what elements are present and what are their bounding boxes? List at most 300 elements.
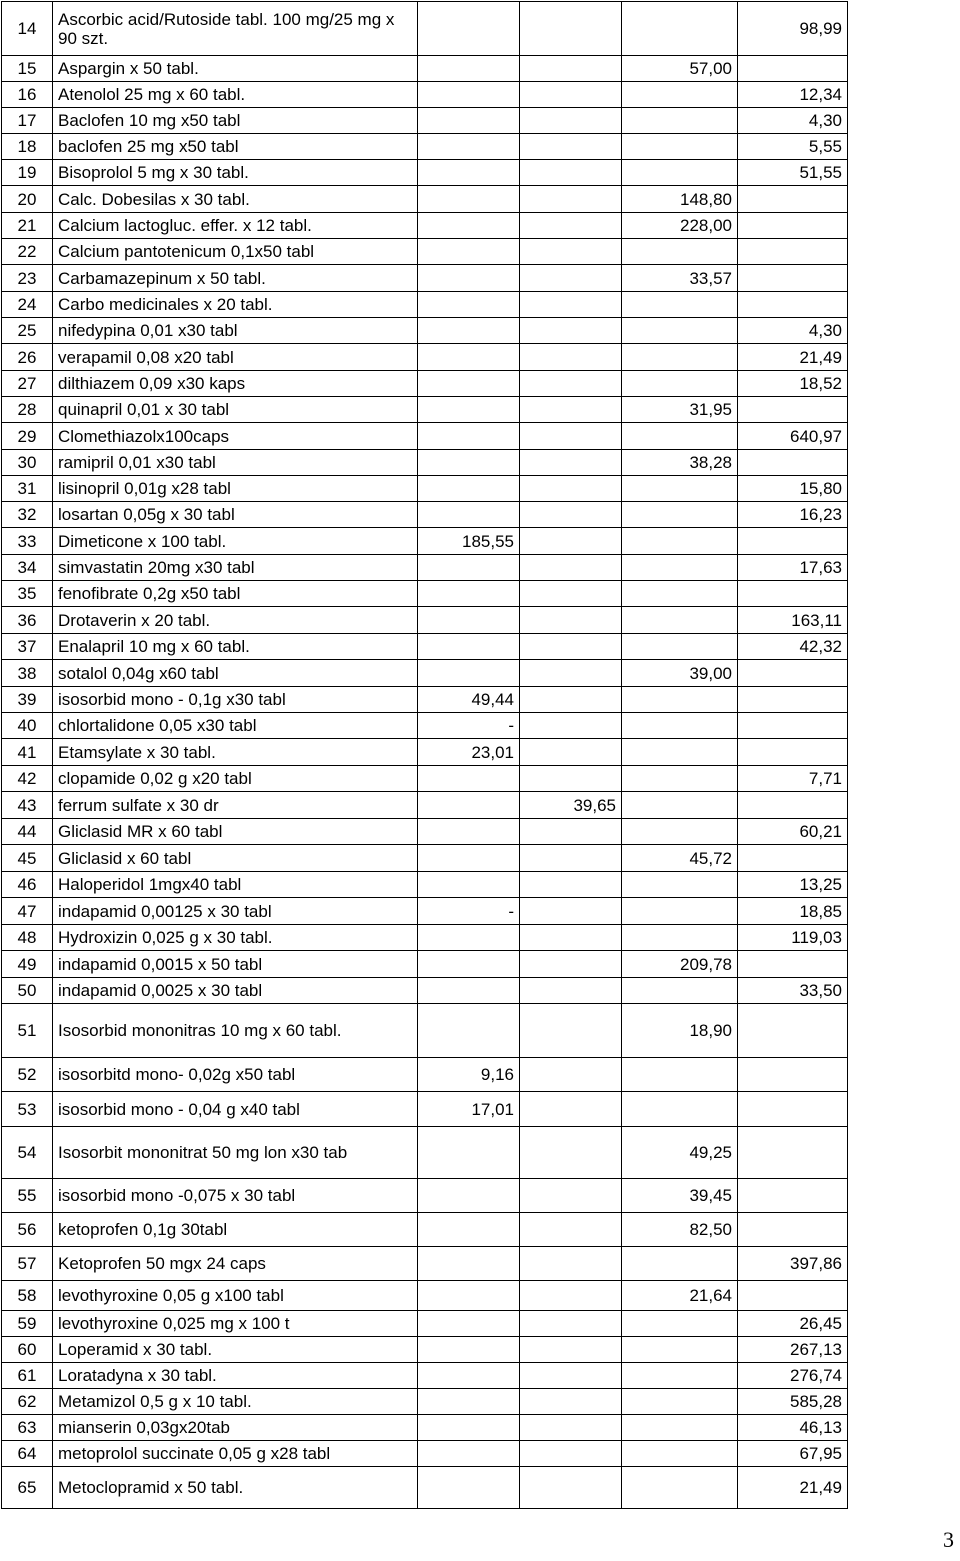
price-cell-3 <box>622 528 738 555</box>
price-cell-4: 7,71 <box>738 766 848 792</box>
price-cell-2 <box>520 423 622 450</box>
price-cell-3 <box>622 1092 738 1127</box>
price-cell-4 <box>738 1213 848 1247</box>
table-row <box>2 792 848 819</box>
drug-name-cell: Drotaverin x 20 tabl. <box>53 607 418 634</box>
table-row <box>2 1179 848 1213</box>
price-cell-4: 397,86 <box>738 1247 848 1281</box>
price-cell-3: 82,50 <box>622 1213 738 1247</box>
price-cell-4: 12,34 <box>738 82 848 108</box>
table-row <box>2 1213 848 1247</box>
price-cell-4: 4,30 <box>738 318 848 344</box>
table-row <box>2 1004 848 1058</box>
price-cell-3 <box>622 1467 738 1509</box>
price-cell-2 <box>520 1467 622 1509</box>
row-number-cell: 36 <box>2 607 53 634</box>
table-row <box>2 397 848 423</box>
price-cell-4: 276,74 <box>738 1363 848 1389</box>
row-number-cell: 22 <box>2 239 53 265</box>
price-cell-1 <box>418 1127 520 1179</box>
price-cell-2 <box>520 1389 622 1415</box>
drug-price-table <box>1 1 848 1509</box>
price-cell-1 <box>418 1389 520 1415</box>
table-row <box>2 1247 848 1281</box>
price-cell-2 <box>520 898 622 925</box>
price-cell-2 <box>520 1441 622 1467</box>
row-number-cell: 45 <box>2 845 53 872</box>
price-cell-1 <box>418 792 520 819</box>
price-cell-4 <box>738 951 848 978</box>
price-cell-4: 33,50 <box>738 978 848 1004</box>
table-row <box>2 660 848 687</box>
drug-name-cell: isosorbid mono -0,075 x 30 tabl <box>53 1179 418 1213</box>
price-cell-3 <box>622 819 738 845</box>
price-cell-2 <box>520 82 622 108</box>
price-cell-3 <box>622 739 738 766</box>
price-cell-1 <box>418 1179 520 1213</box>
table-row <box>2 898 848 925</box>
price-cell-2 <box>520 186 622 213</box>
row-number-cell: 56 <box>2 1213 53 1247</box>
row-number-cell: 15 <box>2 56 53 82</box>
row-number-cell: 41 <box>2 739 53 766</box>
price-cell-4 <box>738 660 848 687</box>
drug-name-cell: Isosorbit mononitrat 50 mg lon x30 tab <box>53 1127 418 1179</box>
price-cell-4: 4,30 <box>738 108 848 134</box>
price-cell-4: 163,11 <box>738 607 848 634</box>
drug-name-cell: dilthiazem 0,09 x30 kaps <box>53 371 418 397</box>
price-cell-3 <box>622 134 738 160</box>
price-cell-1 <box>418 450 520 476</box>
price-cell-1 <box>418 925 520 951</box>
row-number-cell: 26 <box>2 344 53 371</box>
table-row <box>2 687 848 713</box>
price-cell-3 <box>622 1441 738 1467</box>
table-row <box>2 819 848 845</box>
price-cell-2 <box>520 660 622 687</box>
row-number-cell: 44 <box>2 819 53 845</box>
row-number-cell: 38 <box>2 660 53 687</box>
drug-name-cell: Calc. Dobesilas x 30 tabl. <box>53 186 418 213</box>
price-cell-1 <box>418 134 520 160</box>
row-number-cell: 28 <box>2 397 53 423</box>
drug-name-cell: isosorbid mono - 0,1g x30 tabl <box>53 687 418 713</box>
table-row <box>2 766 848 792</box>
price-cell-2 <box>520 160 622 186</box>
price-cell-3 <box>622 978 738 1004</box>
price-cell-1 <box>418 56 520 82</box>
row-number-cell: 46 <box>2 872 53 898</box>
price-cell-2 <box>520 344 622 371</box>
price-cell-2 <box>520 108 622 134</box>
price-cell-4 <box>738 1004 848 1058</box>
price-cell-4: 26,45 <box>738 1311 848 1337</box>
row-number-cell: 34 <box>2 555 53 581</box>
price-cell-2 <box>520 450 622 476</box>
price-cell-3: 39,00 <box>622 660 738 687</box>
price-cell-2 <box>520 1311 622 1337</box>
drug-name-cell: quinapril 0,01 x 30 tabl <box>53 397 418 423</box>
price-cell-3: 39,45 <box>622 1179 738 1213</box>
price-cell-1 <box>418 502 520 528</box>
drug-name-cell: Calcium lactogluc. effer. x 12 tabl. <box>53 213 418 239</box>
drug-name-cell: simvastatin 20mg x30 tabl <box>53 555 418 581</box>
drug-name-cell: lisinopril 0,01g x28 tabl <box>53 476 418 502</box>
row-number-cell: 14 <box>2 2 53 56</box>
row-number-cell: 58 <box>2 1281 53 1311</box>
price-cell-1 <box>418 581 520 607</box>
table-row <box>2 1127 848 1179</box>
price-cell-1 <box>418 555 520 581</box>
price-cell-1 <box>418 1213 520 1247</box>
drug-name-cell: isosorbitd mono- 0,02g x50 tabl <box>53 1058 418 1092</box>
price-cell-4 <box>738 56 848 82</box>
drug-name-cell: Metoclopramid x 50 tabl. <box>53 1467 418 1509</box>
row-number-cell: 52 <box>2 1058 53 1092</box>
table-row <box>2 265 848 292</box>
row-number-cell: 16 <box>2 82 53 108</box>
drug-name-cell: baclofen 25 mg x50 tabl <box>53 134 418 160</box>
table-row <box>2 555 848 581</box>
price-cell-3 <box>622 82 738 108</box>
price-cell-2 <box>520 318 622 344</box>
price-cell-3 <box>622 792 738 819</box>
table-row <box>2 1389 848 1415</box>
price-cell-3 <box>622 2 738 56</box>
price-cell-2 <box>520 1281 622 1311</box>
price-cell-2 <box>520 872 622 898</box>
price-cell-3 <box>622 344 738 371</box>
price-cell-4: 98,99 <box>738 2 848 56</box>
drug-name-cell: Gliclasid MR x 60 tabl <box>53 819 418 845</box>
table-row <box>2 1415 848 1441</box>
price-cell-1 <box>418 239 520 265</box>
drug-name-cell: Enalapril 10 mg x 60 tabl. <box>53 634 418 660</box>
price-cell-4: 18,85 <box>738 898 848 925</box>
row-number-cell: 54 <box>2 1127 53 1179</box>
price-cell-2 <box>520 239 622 265</box>
table-row <box>2 213 848 239</box>
price-cell-4 <box>738 1127 848 1179</box>
price-cell-4: 17,63 <box>738 555 848 581</box>
price-cell-2 <box>520 607 622 634</box>
table-row <box>2 344 848 371</box>
price-cell-1 <box>418 108 520 134</box>
price-cell-3: 45,72 <box>622 845 738 872</box>
price-cell-2 <box>520 951 622 978</box>
drug-name-cell: levothyroxine 0,05 g x100 tabl <box>53 1281 418 1311</box>
drug-name-cell: sotalol 0,04g x60 tabl <box>53 660 418 687</box>
price-cell-3 <box>622 581 738 607</box>
table-row <box>2 978 848 1004</box>
drug-name-cell: ramipril 0,01 x30 tabl <box>53 450 418 476</box>
price-cell-1 <box>418 819 520 845</box>
price-cell-1: - <box>418 898 520 925</box>
price-cell-2 <box>520 292 622 318</box>
price-cell-2 <box>520 687 622 713</box>
price-cell-3 <box>622 502 738 528</box>
drug-name-cell: isosorbid mono - 0,04 g x40 tabl <box>53 1092 418 1127</box>
price-cell-4 <box>738 687 848 713</box>
row-number-cell: 24 <box>2 292 53 318</box>
price-cell-1: 49,44 <box>418 687 520 713</box>
row-number-cell: 57 <box>2 1247 53 1281</box>
drug-name-cell: metoprolol succinate 0,05 g x28 tabl <box>53 1441 418 1467</box>
row-number-cell: 23 <box>2 265 53 292</box>
row-number-cell: 17 <box>2 108 53 134</box>
drug-name-cell: fenofibrate 0,2g x50 tabl <box>53 581 418 607</box>
price-cell-4 <box>738 213 848 239</box>
row-number-cell: 49 <box>2 951 53 978</box>
drug-name-cell: Isosorbid mononitras 10 mg x 60 tabl. <box>53 1004 418 1058</box>
row-number-cell: 35 <box>2 581 53 607</box>
price-cell-1: - <box>418 713 520 739</box>
price-cell-2 <box>520 2 622 56</box>
price-cell-2 <box>520 581 622 607</box>
table-row <box>2 82 848 108</box>
row-number-cell: 30 <box>2 450 53 476</box>
price-cell-1 <box>418 2 520 56</box>
price-cell-4: 267,13 <box>738 1337 848 1363</box>
price-cell-1 <box>418 1467 520 1509</box>
price-cell-2 <box>520 1179 622 1213</box>
price-cell-1 <box>418 1311 520 1337</box>
price-cell-1 <box>418 1363 520 1389</box>
price-cell-3: 228,00 <box>622 213 738 239</box>
price-cell-1: 185,55 <box>418 528 520 555</box>
table-row <box>2 1363 848 1389</box>
table-row <box>2 1281 848 1311</box>
price-cell-3 <box>622 318 738 344</box>
price-cell-4: 51,55 <box>738 160 848 186</box>
price-cell-1 <box>418 82 520 108</box>
row-number-cell: 21 <box>2 213 53 239</box>
table-row <box>2 502 848 528</box>
price-cell-4: 46,13 <box>738 1415 848 1441</box>
row-number-cell: 42 <box>2 766 53 792</box>
row-number-cell: 25 <box>2 318 53 344</box>
price-cell-4 <box>738 713 848 739</box>
table-row <box>2 872 848 898</box>
price-cell-4: 18,52 <box>738 371 848 397</box>
price-cell-2 <box>520 978 622 1004</box>
price-cell-4: 67,95 <box>738 1441 848 1467</box>
price-cell-3 <box>622 1311 738 1337</box>
price-cell-1 <box>418 292 520 318</box>
price-cell-4: 640,97 <box>738 423 848 450</box>
price-cell-4 <box>738 792 848 819</box>
price-cell-4: 119,03 <box>738 925 848 951</box>
drug-name-cell: ketoprofen 0,1g 30tabl <box>53 1213 418 1247</box>
price-cell-2 <box>520 265 622 292</box>
price-cell-4: 5,55 <box>738 134 848 160</box>
price-cell-2 <box>520 213 622 239</box>
drug-name-cell: verapamil 0,08 x20 tabl <box>53 344 418 371</box>
drug-name-cell: Ascorbic acid/Rutoside tabl. 100 mg/25 mg x 90 szt. <box>53 2 418 56</box>
price-cell-1 <box>418 634 520 660</box>
drug-name-cell: losartan 0,05g x 30 tabl <box>53 502 418 528</box>
drug-name-cell: Carbamazepinum x 50 tabl. <box>53 265 418 292</box>
price-cell-1 <box>418 423 520 450</box>
drug-name-cell: Hydroxizin 0,025 g x 30 tabl. <box>53 925 418 951</box>
price-cell-2 <box>520 925 622 951</box>
table-row <box>2 581 848 607</box>
price-cell-2 <box>520 819 622 845</box>
drug-name-cell: Atenolol 25 mg x 60 tabl. <box>53 82 418 108</box>
price-cell-3 <box>622 423 738 450</box>
table-row <box>2 476 848 502</box>
table-row <box>2 371 848 397</box>
table-row <box>2 186 848 213</box>
row-number-cell: 29 <box>2 423 53 450</box>
price-cell-1 <box>418 1281 520 1311</box>
price-cell-3 <box>622 160 738 186</box>
price-cell-1 <box>418 344 520 371</box>
drug-name-cell: Dimeticone x 100 tabl. <box>53 528 418 555</box>
price-cell-2 <box>520 528 622 555</box>
row-number-cell: 55 <box>2 1179 53 1213</box>
drug-name-cell: Aspargin x 50 tabl. <box>53 56 418 82</box>
price-cell-2 <box>520 766 622 792</box>
price-cell-2 <box>520 634 622 660</box>
drug-name-cell: Carbo medicinales x 20 tabl. <box>53 292 418 318</box>
drug-name-cell: indapamid 0,0025 x 30 tabl <box>53 978 418 1004</box>
price-cell-2 <box>520 134 622 160</box>
price-cell-2 <box>520 739 622 766</box>
price-cell-3 <box>622 925 738 951</box>
row-number-cell: 51 <box>2 1004 53 1058</box>
price-cell-2 <box>520 845 622 872</box>
price-cell-4: 60,21 <box>738 819 848 845</box>
price-cell-2 <box>520 555 622 581</box>
price-cell-2 <box>520 476 622 502</box>
price-cell-1 <box>418 213 520 239</box>
table-row <box>2 713 848 739</box>
price-cell-1 <box>418 951 520 978</box>
price-cell-3 <box>622 1389 738 1415</box>
table-row <box>2 1441 848 1467</box>
price-cell-3 <box>622 371 738 397</box>
table-row <box>2 1467 848 1509</box>
price-cell-2 <box>520 397 622 423</box>
price-cell-4 <box>738 292 848 318</box>
price-cell-4: 15,80 <box>738 476 848 502</box>
price-cell-4 <box>738 239 848 265</box>
table-row <box>2 925 848 951</box>
price-cell-3: 38,28 <box>622 450 738 476</box>
price-cell-1 <box>418 1441 520 1467</box>
row-number-cell: 50 <box>2 978 53 1004</box>
price-cell-2 <box>520 1415 622 1441</box>
price-cell-3: 57,00 <box>622 56 738 82</box>
price-cell-2 <box>520 56 622 82</box>
row-number-cell: 39 <box>2 687 53 713</box>
row-number-cell: 40 <box>2 713 53 739</box>
price-cell-3: 31,95 <box>622 397 738 423</box>
price-cell-2 <box>520 1058 622 1092</box>
price-cell-4 <box>738 739 848 766</box>
table-row <box>2 634 848 660</box>
table-row <box>2 528 848 555</box>
drug-name-cell: mianserin 0,03gx20tab <box>53 1415 418 1441</box>
price-cell-2 <box>520 371 622 397</box>
price-cell-4 <box>738 528 848 555</box>
price-cell-4 <box>738 186 848 213</box>
table-row <box>2 292 848 318</box>
price-cell-1 <box>418 160 520 186</box>
price-cell-2 <box>520 1213 622 1247</box>
table-row <box>2 1337 848 1363</box>
price-cell-4: 16,23 <box>738 502 848 528</box>
price-cell-3: 148,80 <box>622 186 738 213</box>
drug-name-cell: chlortalidone 0,05 x30 tabl <box>53 713 418 739</box>
price-cell-4 <box>738 450 848 476</box>
table-row <box>2 739 848 766</box>
price-cell-3 <box>622 239 738 265</box>
price-cell-3 <box>622 898 738 925</box>
price-cell-1: 9,16 <box>418 1058 520 1092</box>
table-row <box>2 2 848 56</box>
price-cell-4 <box>738 1179 848 1213</box>
drug-name-cell: nifedypina 0,01 x30 tabl <box>53 318 418 344</box>
price-cell-3 <box>622 476 738 502</box>
price-cell-1 <box>418 265 520 292</box>
table-row <box>2 108 848 134</box>
price-cell-2 <box>520 1337 622 1363</box>
price-cell-3 <box>622 108 738 134</box>
price-cell-4: 21,49 <box>738 1467 848 1509</box>
price-cell-1: 23,01 <box>418 739 520 766</box>
drug-name-cell: indapamid 0,0015 x 50 tabl <box>53 951 418 978</box>
price-cell-3 <box>622 1058 738 1092</box>
price-cell-4 <box>738 1058 848 1092</box>
drug-name-cell: Bisoprolol 5 mg x 30 tabl. <box>53 160 418 186</box>
table-row <box>2 134 848 160</box>
price-cell-1 <box>418 978 520 1004</box>
table-row <box>2 1058 848 1092</box>
price-cell-1 <box>418 845 520 872</box>
price-cell-2: 39,65 <box>520 792 622 819</box>
price-cell-3: 209,78 <box>622 951 738 978</box>
price-cell-3 <box>622 292 738 318</box>
table-row <box>2 160 848 186</box>
price-cell-1 <box>418 397 520 423</box>
table-row <box>2 239 848 265</box>
table-row <box>2 1092 848 1127</box>
drug-name-cell: Baclofen 10 mg x50 tabl <box>53 108 418 134</box>
price-cell-3: 18,90 <box>622 1004 738 1058</box>
row-number-cell: 27 <box>2 371 53 397</box>
price-cell-1 <box>418 186 520 213</box>
row-number-cell: 60 <box>2 1337 53 1363</box>
row-number-cell: 53 <box>2 1092 53 1127</box>
price-cell-3 <box>622 687 738 713</box>
row-number-cell: 47 <box>2 898 53 925</box>
price-cell-1 <box>418 660 520 687</box>
row-number-cell: 37 <box>2 634 53 660</box>
table-row <box>2 318 848 344</box>
price-cell-1: 17,01 <box>418 1092 520 1127</box>
price-cell-3 <box>622 872 738 898</box>
table-row <box>2 951 848 978</box>
row-number-cell: 63 <box>2 1415 53 1441</box>
row-number-cell: 32 <box>2 502 53 528</box>
row-number-cell: 18 <box>2 134 53 160</box>
price-cell-2 <box>520 1247 622 1281</box>
row-number-cell: 48 <box>2 925 53 951</box>
table-body <box>2 2 848 1509</box>
price-cell-1 <box>418 872 520 898</box>
